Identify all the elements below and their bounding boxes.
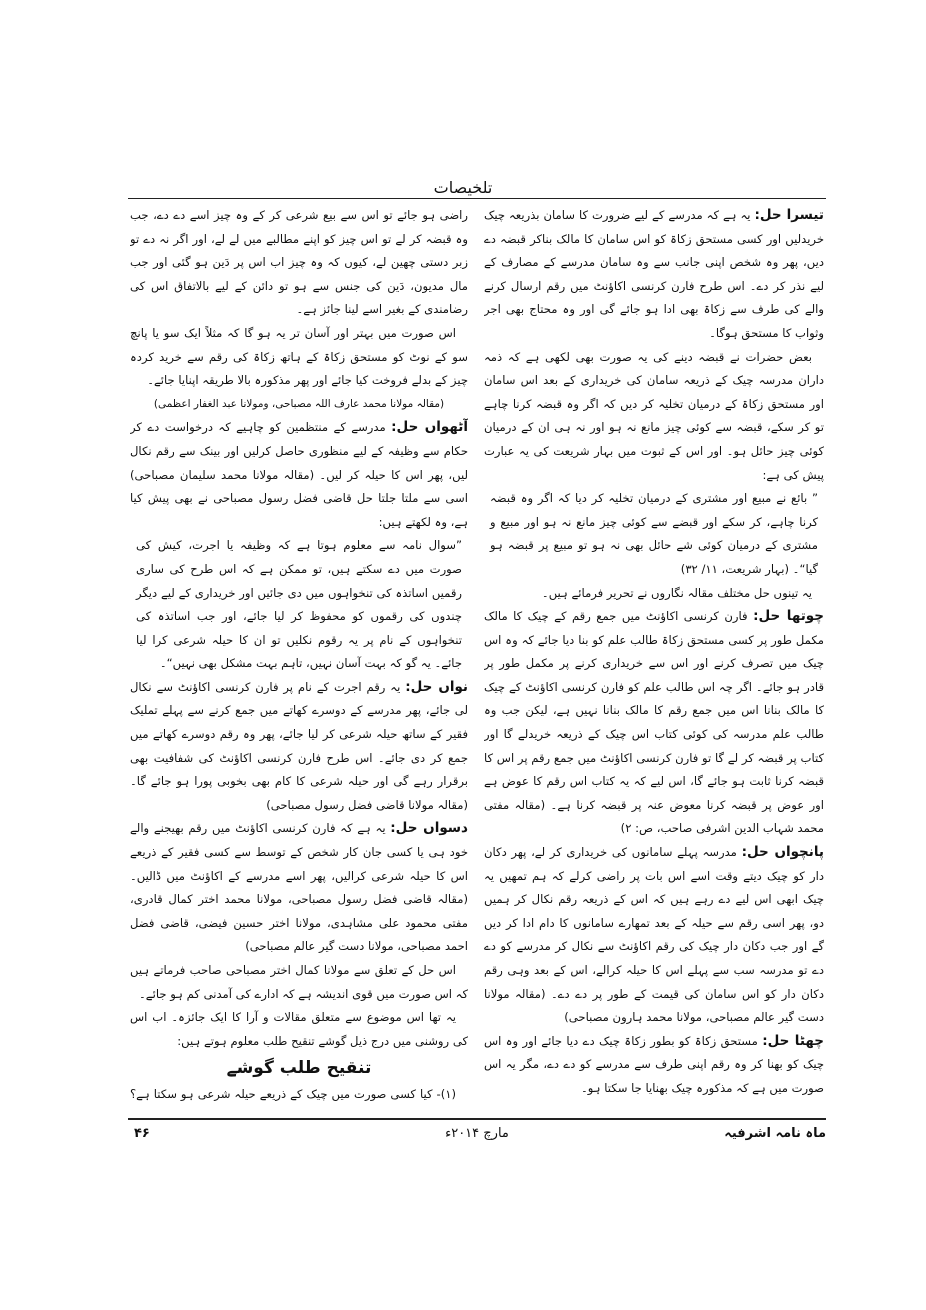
page-footer [128,1124,826,1150]
paragraph-text: اس حل کے تعلق سے مولانا کمال اختر مصباحی صاحب فرماتے ہیں کہ اس صورت میں قوی اندیشہ ہے کہ ادارے کی آمدنی کم ہو جائے۔ [130,963,468,1001]
paragraph-text: بعض حضرات نے قبضہ دینے کی یہ صورت بھی لکھی ہے کہ ذمہ داران مدرسہ چیک کے ذریعہ سامان کی خریداری کے بعد اس سامان اور مستحق زکاۃ کے درمیان تخلیہ کر دیں کہ اگر وہ قبضہ کرنا چاہے تو کر سکے، قبضہ سے کوئی چیز مانع نہ ہو اور نہ ہی ان کے درمیان کوئی چیز حائل ہو۔ اور اس کے ثبوت میں بہار شریعت کی یہ عبارت پیش کی ہے: [484,349,824,482]
paragraph [130,817,468,959]
paragraph-text: یہ ہے کہ مدرسے کے لیے ضرورت کا سامان بذریعہ چیک خریدلیں اور کسی مستحق زکاۃ کو اس سامان کا مالک بناکر قبضہ دے دیں، پھر وہ شخص اپنی جانب سے وہ سامان مدرسے کے مصارف کے لیے نذر کر دے۔ اس طرح فارن کرنسی اکاؤنٹ میں رقم ارسال کرنے والے کی طرف سے زکاۃ بھی ادا ہو جائے گی اور وہ محتاج بھی اجر وثواب کا مستحق ہوگا۔ [484,208,824,340]
solution-heading: دسواں حل: [390,820,468,837]
paragraph-text: مدرسے کے منتظمین کو چاہیے کہ درخواست دے کر حکام سے وظیفہ کے لیے منظوری حاصل کرلیں اور بینک سے رقم نکال لیں، پھر اس کا حیلہ کر لیں۔ (مقالہ مولانا محمد سلیمان مصباحی) اسی سے ملتا جلتا حل قاضی فضل رسول مصباحی نے بھی پیش کیا ہے، وہ لکھتے ہیں: [130,420,468,529]
paragraph-text: اس صورت میں بہتر اور آسان تر یہ ہو گا کہ مثلاً ایک سو یا پانچ سو کے نوٹ کو مستحق زکاۃ کے ہاتھ زکاۃ کی رقم سے خرید کردہ چیز کے بدلے فروخت کیا جائے اور پھر مذکورہ بالا طریقہ اپنایا جائے۔ [130,325,468,388]
paragraph [130,416,468,534]
paragraph [484,605,824,841]
paragraph [484,1030,824,1101]
footer-rule [128,1118,826,1120]
page-number: ۴۶ [134,1126,150,1141]
paragraph [484,582,824,606]
solution-heading: پانچواں حل: [741,844,824,861]
paragraph [130,676,468,818]
paragraph-text: (۱)- کیا کسی صورت میں چیک کے ذریعے حیلہ شرعی ہو سکتا ہے؟ [130,1087,456,1102]
right-text-column [484,204,824,1106]
paragraph-text: یہ تھا اس موضوع سے متعلق مقالات و آرا کا ایک جائزہ۔ اب اس کی روشنی میں درج ذیل گوشے تنقیح طلب معلوم ہوتے ہیں: [130,1010,468,1048]
section-heading: تنقیح طلب گوشے [226,1058,372,1079]
paragraph [130,1006,468,1053]
paragraph [130,204,468,322]
left-text-column [130,204,468,1106]
paragraph [130,1083,468,1106]
magazine-name: ماہ نامہ اشرفیہ [724,1126,826,1141]
paragraph [130,393,468,417]
paragraph-text: یہ تینوں حل مختلف مقالہ نگاروں نے تحریر فرمائے ہیں۔ [541,585,812,600]
running-head: تلخیصات [433,178,493,197]
paragraph-text: فارن کرنسی اکاؤنٹ میں جمع رقم کے چیک کا مالک مکمل طور پر کسی مستحق زکاۃ طالب علم کو بنا دیا جائے کہ وہ اس چیک میں تصرف کرنے اور اس سے خریداری کرنے پر مکمل طور پر قادر ہو جائے۔ اگر چہ اس طالب علم کو فارن کرنسی اکاؤنٹ کے چیک کا مالک بنانا اس میں جمع رقم کا مالک بنانا نہیں ہے، لیکن جب وہ طالب علم مدرسہ کی کوئی کتاب اس چیک کے ذریعہ خریدلے گا اور کتاب پر قبضہ کر لے گا تو فارن کرنسی اکاؤنٹ میں جمع رقم پر اس کا قبضہ کرنا ثابت ہو جائے گا، اس لیے کہ یہ کتاب اس رقم کا عوض ہے اور عوض پر قبضہ کرنا معوض عنہ پر قبضہ کرنا ہے۔ (مقالہ مفتی محمد شہاب الدین اشرفی صاحب، ص: ۲) [484,609,824,836]
solution-heading: چھٹا حل: [762,1032,824,1049]
paragraph [484,204,824,346]
paragraph-text: راضی ہو جائے تو اس سے بیع شرعی کر کے وہ چیز اسے دے دے، جب وہ قبضہ کر لے تو اس چیز کو اپنے مطالبے میں لے لے، اور اگر نہ دے تو زبر دستی چھین لے، کیوں کہ وہ چیز اب اس پر دَین ہو گئی اور جب مال مدیون، دَین کی جنس سے ہو تو دائن کے لیے بالاتفاق اس کی رضامندی کے بغیر اسے لینا جائز ہے۔ [130,208,468,317]
paragraph [484,841,824,1030]
paragraph-text: ”سوال نامہ سے معلوم ہوتا ہے کہ وظیفہ یا اجرت، کیش کی صورت میں دے سکتے ہیں، تو ممکن ہے کہ اس طرح کی ساری رقمیں اساتذہ کی تنخواہوں میں دی جائیں اور خریداری کے لیے دیگر چندوں کی رقموں کو محفوظ کر لیا جائے، اور جب اساتذہ کی تنخواہوں کے نام پر یہ رقوم نکلیں تو ان کا حیلہ شرعی کرا لیا جائے۔ یہ گو کہ بہت آسان نہیں، تاہم بہت مشکل بھی نہیں“۔ [136,538,462,671]
paragraph [130,959,468,1006]
solution-heading: چوتھا حل: [753,608,824,625]
paragraph-text: (مقالہ مولانا محمد عارف اللہ مصباحی، ومولانا عبد الغفار اعظمی) [153,397,445,410]
solution-heading: تیسرا حل: [754,207,824,223]
paragraph-text: مستحق زکاۃ کو بطور زکاۃ چیک دے دیا جائے اور وہ اس چیک کو بھنا کر وہ رقم اپنی طرف سے مدرسے کو دے دے، مگر یہ اس صورت میں ہے کہ مذکورہ چیک بھنایا جا سکتا ہو۔ [484,1033,824,1095]
solution-heading: آٹھواں حل: [391,419,468,436]
paragraph-text: یہ ہے کہ فارن کرنسی اکاؤنٹ میں رقم بھیجنے والے خود ہی یا کسی جان کار شخص کے توسط سے کسی فقیر کے ذریعے اس کا حیلہ شرعی کرالیں، پھر اسے مدرسے کے اکاؤنٹ میں ڈالیں۔ (مقالہ قاضی فضل رسول مصباحی، مولانا محمد اختر کمال قادری، مفتی محمود علی مشاہدی، مولانا اختر حسین فیضی، قاضی فضل احمد مصباحی، مولانا دست گیر عالم مصباحی) [130,821,468,954]
paragraph [484,487,824,581]
paragraph [130,322,468,393]
paragraph [484,346,824,488]
paragraph-text: ” بائع نے مبیع اور مشتری کے درمیان تخلیہ کر دیا کہ اگر وہ قبضہ کرنا چاہے، کر سکے اور قبضے سے کوئی چیز مانع نہ ہو اور مبیع و مشتری کے درمیان کوئی شے حائل بھی نہ ہو تو مبیع پر قبضہ ہو گیا“۔ (بہار شریعت، ۱۱/ ۳۲) [490,491,818,576]
issue-date: مارچ ۲۰۱۴ء [445,1126,509,1141]
paragraph [130,534,468,676]
paragraph-text: مدرسہ پہلے سامانوں کی خریداری کر لے، پھر دکان دار کو چیک دیتے وقت اسے اس بات پر راضی کرلے کہ ہم تمھیں یہ چیک ابھی اس لیے دے رہے ہیں کہ اس کے ذریعہ رقم نکال کر ہمیں دو، پھر اسی رقم سے حیلہ کے بعد تمھارے سامانوں کا دام ادا کر دیں گے اور جب دکان دار چیک کی رقم اکاؤنٹ سے نکال کر مدرسے کو دے دے تو مدرسہ سب سے پہلے اس کا حیلہ کرالے، اس کے بعد وہی رقم دکان دار کو اس سامان کی قیمت کے طور پر دے دے۔ (مقالہ مولانا دست گیر عالم مصباحی، مولانا محمد ہارون مصباحی) [484,845,824,1025]
header-rule [128,198,826,199]
paragraph-text: یہ رقم اجرت کے نام پر فارن کرنسی اکاؤنٹ سے نکال لی جائے، پھر مدرسے کے دوسرے کھاتے میں جمع کرنے سے پہلے تملیک فقیر کے ساتھ حیلہ شرعی کر لیا جائے، پھر وہ رقم دوسرے کھاتے میں جمع کر دی جائے۔ اس طرح فارن کرنسی اکاؤنٹ کی شفافیت بھی برقرار رہے گی اور حیلہ شرعی کا کام بھی بخوبی پورا ہو جائے گا۔ (مقالہ مولانا قاضی فضل رسول مصباحی) [130,679,468,812]
paragraph [484,1101,824,1106]
solution-heading: نواں حل: [405,678,468,695]
